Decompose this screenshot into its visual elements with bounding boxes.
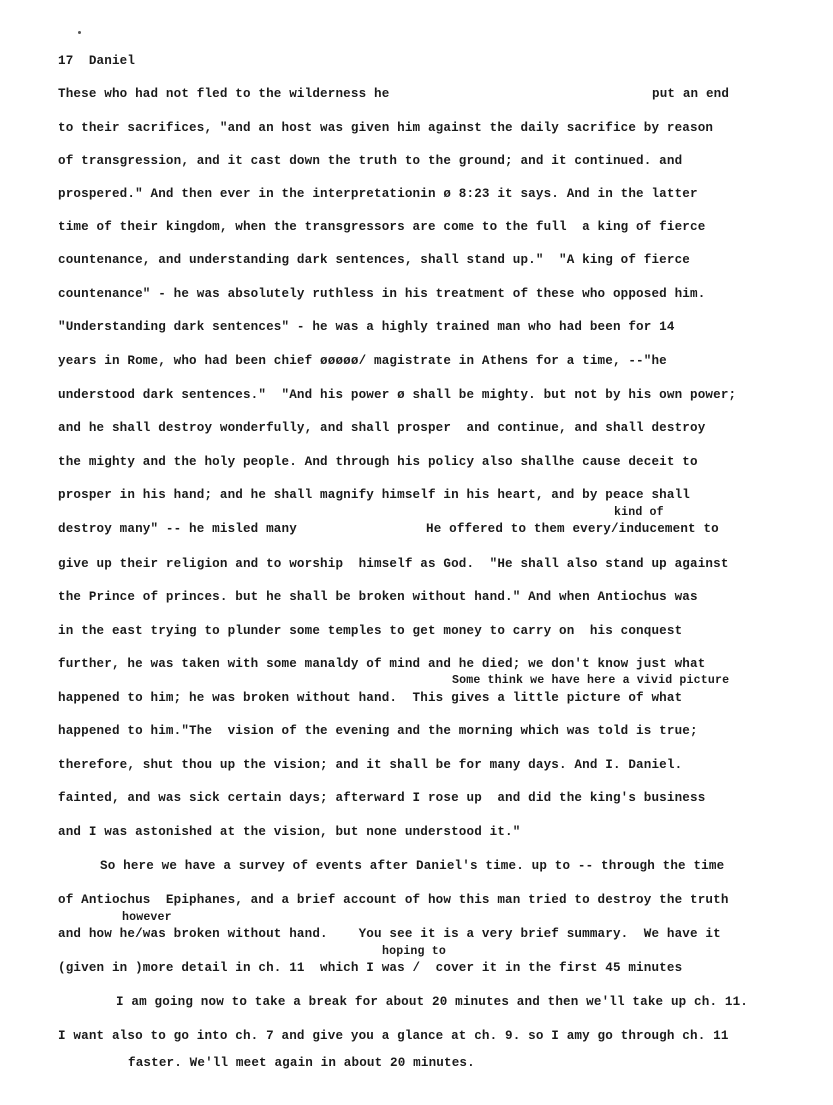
text-line: countenance, and understanding dark sentences, shall stand up." "A king of fierce xyxy=(58,253,691,267)
page-title: Daniel xyxy=(88,54,136,68)
text-line: I am going now to take a break for about 20 minutes and then we'll take up ch. 11. xyxy=(116,995,749,1009)
text-line: time of their kingdom, when the transgressors are come to the full a king of fierce xyxy=(58,220,706,234)
stray-mark xyxy=(78,31,81,34)
text-line: therefore, shut thou up the vision; and it shall be for many days. And I. Daniel. xyxy=(58,758,683,772)
interlinear-insertion: Some think we have here a vivid picture xyxy=(452,674,730,687)
text-line: of transgression, and it cast down the truth to the ground; and it continued. and xyxy=(58,154,683,168)
text-line: understood dark sentences." "And his power ø shall be mighty. but not by his own power; xyxy=(58,388,737,402)
text-line: to their sacrifices, "and an host was given him against the daily sacrifice by reason xyxy=(58,121,714,135)
text-line: the Prince of princes. but he shall be broken without hand." And when Antiochus was xyxy=(58,590,698,604)
text-line: (given in )more detail in ch. 11 which I was / cover it in the first 45 minutes xyxy=(58,961,683,975)
text-line: faster. We'll meet again in about 20 minutes. xyxy=(128,1056,475,1070)
text-line: and I was astonished at the vision, but none understood it." xyxy=(58,825,521,839)
interlinear-insertion: hoping to xyxy=(382,945,446,958)
text-line: These who had not fled to the wilderness he xyxy=(58,87,390,101)
interlinear-insertion: however xyxy=(122,911,172,924)
text-line: give up their religion and to worship himself as God. "He shall also stand up against xyxy=(58,557,729,571)
text-line: put an end xyxy=(652,87,730,101)
text-line: the mighty and the holy people. And through his policy also shallhe cause deceit to xyxy=(58,455,698,469)
text-line: "Understanding dark sentences" - he was a highly trained man who had been for 14 xyxy=(58,320,675,334)
text-line: years in Rome, who had been chief øøøøø/ magistrate in Athens for a time, --"he xyxy=(58,354,667,368)
page-number: 17 xyxy=(58,54,74,68)
text-line: happened to him."The vision of the evening and the morning which was told is true; xyxy=(58,724,698,738)
text-line: in the east trying to plunder some temples to get money to carry on his conquest xyxy=(58,624,683,638)
text-line: happened to him; he was broken without hand. This gives a little picture of what xyxy=(58,691,683,705)
text-line: and how he/was broken without hand. You see it is a very brief summary. We have it xyxy=(58,927,721,941)
interlinear-insertion: kind of xyxy=(614,506,664,519)
page-header xyxy=(58,53,135,69)
text-line: destroy many" -- he misled many xyxy=(58,522,297,536)
text-line: fainted, and was sick certain days; afterward I rose up and did the king's business xyxy=(58,791,706,805)
text-line: prosper in his hand; and he shall magnify himself in his heart, and by peace shall xyxy=(58,488,691,502)
text-line: He offered to them every/inducement to xyxy=(426,522,719,536)
text-line: and he shall destroy wonderfully, and shall prosper and continue, and shall destroy xyxy=(58,421,706,435)
text-line: of Antiochus Epiphanes, and a brief account of how this man tried to destroy the truth xyxy=(58,893,729,907)
text-line: I want also to go into ch. 7 and give you a glance at ch. 9. so I amy go through ch. 11 xyxy=(58,1029,729,1043)
text-line: prospered." And then ever in the interpretationin ø 8:23 it says. And in the latter xyxy=(58,187,698,201)
text-line: countenance" - he was absolutely ruthless in his treatment of these who opposed him. xyxy=(58,287,706,301)
text-line: So here we have a survey of events after Daniel's time. up to -- through the time xyxy=(100,859,725,873)
text-line: further, he was taken with some manaldy of mind and he died; we don't know just what xyxy=(58,657,706,671)
